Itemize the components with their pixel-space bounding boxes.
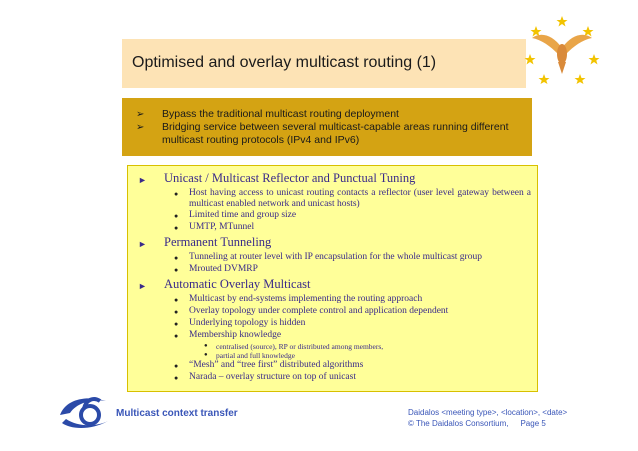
main-content-box [127,165,538,392]
dot-bullet-icon: ● [174,362,179,370]
list-item [174,294,531,306]
list-item-text: Multicast by end-systems implementing the routing approach [189,294,423,304]
list-item-text: Underlying topology is hidden [189,318,306,328]
triangle-bullet-icon: ► [138,239,147,249]
ipv6-logo-icon [56,393,118,433]
intro-item [136,121,524,147]
dot-bullet-icon: ● [204,343,208,349]
list-item-text: UMTP, MTunnel [189,222,255,232]
sub-list-item-text: partial and full knowledge [216,351,295,360]
list-item [174,330,531,342]
dot-bullet-icon: ● [174,224,179,232]
sub-list-item [204,342,531,351]
daidalos-bird-emblem-icon [522,14,602,84]
sub-list-item-text: centralised (source), RP or distributed among members, [216,342,384,351]
arrow-bullet-icon: ➢ [136,122,145,133]
list-item-text: “Mesh” and “tree first” distributed algorithms [189,360,364,370]
list-item [174,210,531,222]
list-item [174,264,531,276]
footer-copyright-row [408,418,567,429]
intro-item-text: Bridging service between several multicast-capable areas running different multicast routing protocols (IPv4 and IPv6) [162,121,509,146]
footer-meeting-info: Daidalos <meeting type>, <location>, <date> [408,408,568,417]
intro-item [136,108,524,121]
slide-title: Optimised and overlay multicast routing (1) [132,54,437,71]
list-item [174,306,531,318]
list-item-text: Mrouted DVMRP [189,264,258,274]
dot-bullet-icon: ● [174,266,179,274]
slide-title-box [122,39,526,88]
section-heading-text: Automatic Overlay Multicast [164,277,311,291]
list-item-text: Narada – overlay structure on top of unicast [189,372,356,382]
dot-bullet-icon: ● [204,352,208,358]
intro-item-text: Bypass the traditional multicast routing deployment [162,108,399,120]
list-item [174,318,531,330]
section-heading-text: Unicast / Multicast Reflector and Punctual Tuning [164,171,416,185]
footer-meta [408,407,567,429]
list-item [174,252,531,264]
arrow-bullet-icon: ➢ [136,109,145,120]
list-item-text: Tunneling at router level with IP encapsulation for the whole multicast group [189,252,482,262]
list-item-text: Host having access to unicast routing contacts a reflector (user level gateway between a multicast enabled network and unicast hosts) [189,188,531,209]
intro-bullet-box [122,98,532,156]
list-item [174,188,531,210]
dot-bullet-icon: ● [174,320,179,328]
dot-bullet-icon: ● [174,296,179,304]
section-heading-text: Permanent Tunneling [164,235,272,249]
list-item [174,372,531,384]
list-item [174,360,531,372]
section-heading [138,171,531,188]
dot-bullet-icon: ● [174,332,179,340]
section-heading [138,277,531,294]
page-number: Page 5 [520,419,546,428]
list-item-text: Membership knowledge [189,330,282,340]
triangle-bullet-icon: ► [138,175,147,185]
dot-bullet-icon: ● [174,308,179,316]
dot-bullet-icon: ● [174,374,179,382]
list-item-text: Limited time and group size [189,210,297,220]
dot-bullet-icon: ● [174,190,179,198]
dot-bullet-icon: ● [174,254,179,262]
list-item [174,222,531,234]
list-item-text: Overlay topology under complete control and application dependent [189,306,449,316]
sub-list-item [204,351,531,360]
footer-copyright: © The Daidalos Consortium, [408,419,509,428]
dot-bullet-icon: ● [174,212,179,220]
triangle-bullet-icon: ► [138,281,147,291]
footer-title: Multicast context transfer [116,408,238,419]
section-heading [138,235,531,252]
